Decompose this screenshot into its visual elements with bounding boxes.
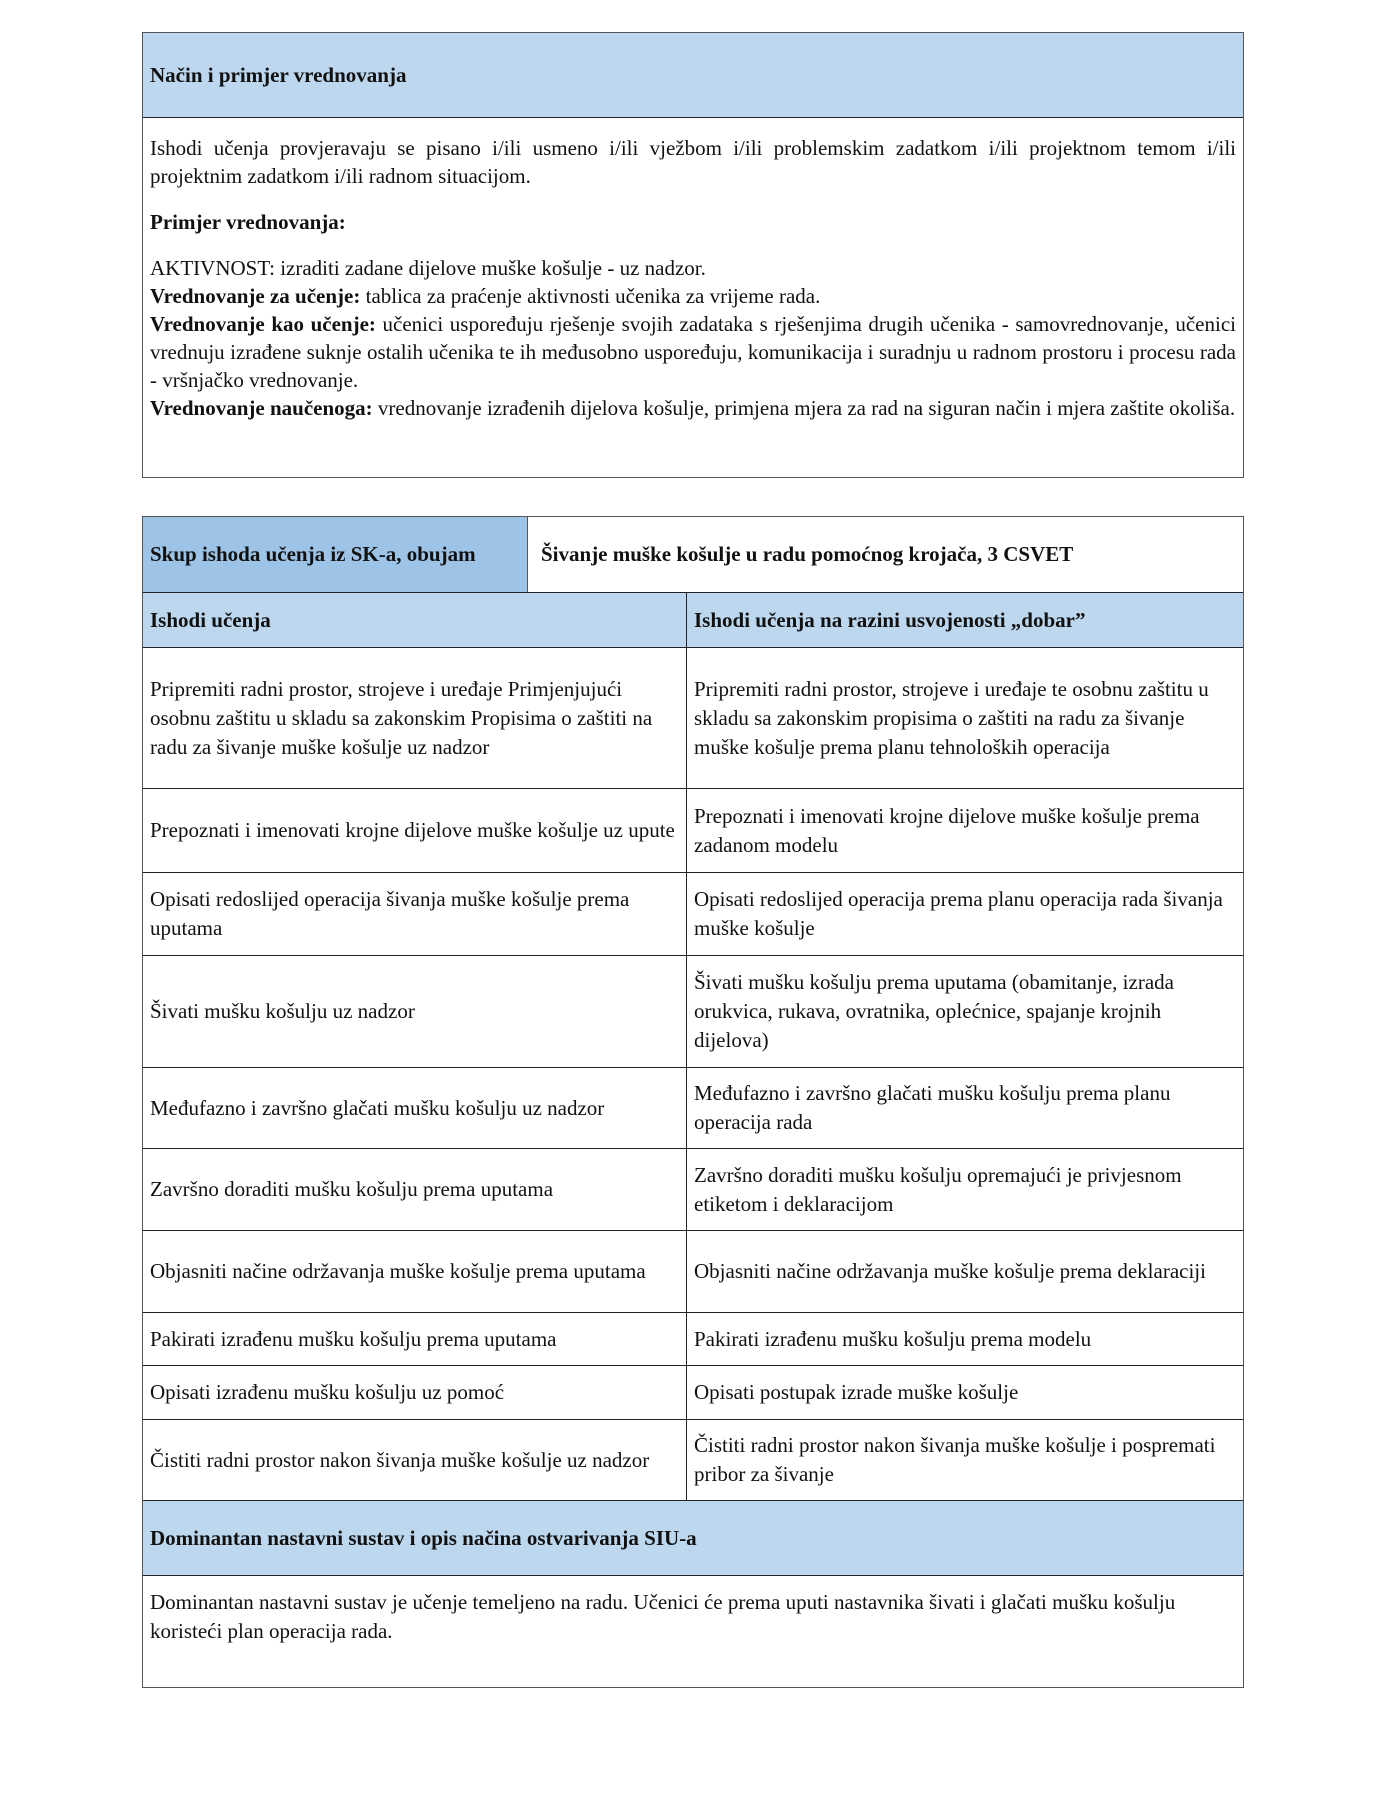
column-header-outcomes: Ishodi učenja: [143, 593, 687, 647]
evaluation-item-label: Vrednovanje za učenje:: [150, 284, 361, 308]
outcome-good-cell: Međufazno i završno glačati mušku košulju prema planu operacija rada: [694, 1081, 1171, 1134]
outcomes-set-row: [143, 517, 1243, 593]
table-row: [143, 1231, 1243, 1313]
outcome-cell: Pripremiti radni prostor, strojeve i uređaje Primjenjujući osobnu zaštitu u skladu sa zakonskim Propisima o zaštiti na radu za šivanje muške košulje uz nadzor: [143, 648, 687, 788]
outcomes-header-row: [143, 593, 1243, 648]
table-row: [143, 1420, 1243, 1501]
table-row: [143, 1068, 1243, 1149]
table-row: [143, 648, 1243, 789]
column-header-outcomes-good: Ishodi učenja na razini usvojenosti „dobar”: [687, 593, 1243, 647]
table-row: [143, 956, 1243, 1068]
teaching-system-header-row: [143, 1501, 1243, 1576]
evaluation-item: [150, 282, 1236, 310]
evaluation-item-label: Vrednovanje naučenoga:: [150, 396, 373, 420]
evaluation-body: [143, 118, 1243, 422]
evaluation-item: [150, 310, 1236, 394]
outcome-cell: Čistiti radni prostor nakon šivanja muške košulje uz nadzor: [143, 1420, 687, 1500]
table-row: [143, 873, 1243, 956]
outcome-cell: Opisati redoslijed operacija šivanja muške košulje prema uputama: [143, 873, 687, 955]
outcome-good-cell: Pripremiti radni prostor, strojeve i uređaje te osobnu zaštitu u skladu sa zakonskim propisima o zaštiti na radu za šivanje muške košulje prema planu tehnoloških operacija: [694, 676, 1209, 759]
table-row: [143, 789, 1243, 873]
outcome-cell: Objasniti načine održavanja muške košulje prema uputama: [143, 1231, 687, 1312]
table-row: [143, 1149, 1243, 1231]
evaluation-item-text: učenici uspoređuju rješenje svojih zadataka s rješenjima drugih učenika - samovrednovanje, učenici vrednuju izrađene suknje ostalih učenika te ih međusobno uspoređuju, komunikacija i suradnju u radnom prostoru i procesu rada - vršnjačko vrednovanje.: [150, 312, 1236, 392]
teaching-system-text: Dominantan nastavni sustav je učenje temeljeno na radu. Učenici će prema uputi nastavnika šivati i glačati mušku košulju koristeći plan operacija rada.: [150, 1590, 1176, 1643]
teaching-system-body-row: [143, 1576, 1243, 1646]
evaluation-title-row: [143, 33, 1243, 118]
outcome-good-cell: Čistiti radni prostor nakon šivanja muške košulje i pospremati pribor za šivanje: [694, 1433, 1216, 1486]
outcome-cell: Međufazno i završno glačati mušku košulju uz nadzor: [143, 1068, 687, 1148]
outcome-cell: Opisati izrađenu mušku košulju uz pomoć: [143, 1366, 687, 1419]
example-heading: Primjer vrednovanja:: [150, 210, 346, 234]
evaluation-item-text: tablica za praćenje aktivnosti učenika za vrijeme rada.: [360, 284, 821, 308]
outcomes-set-label: Skup ishoda učenja iz SK-a, obujam: [143, 517, 528, 592]
outcome-good-cell: Opisati redoslijed operacija prema planu operacija rada šivanja muške košulje: [694, 887, 1223, 940]
outcome-good-cell: Šivati mušku košulju prema uputama (obamitanje, izrada orukvica, rukava, ovratnika, oplećnice, spajanje krojnih dijelova): [694, 970, 1174, 1052]
outcome-good-cell: Završno doraditi mušku košulju opremajući je privjesnom etiketom i deklaracijom: [694, 1162, 1182, 1216]
table-row: [143, 1313, 1243, 1366]
teaching-system-title: Dominantan nastavni sustav i opis načina ostvarivanja SIU-a: [143, 1501, 1243, 1575]
outcomes-set-value: Šivanje muške košulje u radu pomoćnog krojača, 3 CSVET: [541, 542, 1074, 566]
outcomes-table: [142, 516, 1244, 1688]
outcome-cell: Pakirati izrađenu mušku košulju prema uputama: [143, 1313, 687, 1365]
evaluation-title: Način i primjer vrednovanja: [143, 33, 1243, 117]
outcome-cell: Prepoznati i imenovati krojne dijelove muške košulje uz upute: [143, 789, 687, 872]
outcome-cell: Šivati mušku košulju uz nadzor: [143, 956, 687, 1067]
outcome-good-cell: Objasniti načine održavanja muške košulje prema deklaraciji: [694, 1259, 1206, 1283]
activity-text: AKTIVNOST: izraditi zadane dijelove muške košulje - uz nadzor.: [150, 256, 706, 280]
table-row: [143, 1366, 1243, 1420]
evaluation-item: [150, 394, 1236, 422]
outcome-good-cell: Opisati postupak izrade muške košulje: [694, 1380, 1019, 1404]
outcome-good-cell: Pakirati izrađenu mušku košulju prema modelu: [694, 1326, 1092, 1351]
evaluation-intro: Ishodi učenja provjeravaju se pisano i/ili usmeno i/ili vježbom i/ili problemskim zadatkom i/ili projektnom temom i/ili projektnim zadatkom i/ili radnom situacijom.: [150, 136, 1236, 188]
evaluation-table: [142, 32, 1244, 478]
evaluation-item-label: Vrednovanje kao učenje:: [150, 312, 376, 336]
evaluation-item-text: vrednovanje izrađenih dijelova košulje, primjena mjera za rad na siguran način i mjera zaštite okoliša.: [372, 396, 1236, 420]
outcome-good-cell: Prepoznati i imenovati krojne dijelove muške košulje prema zadanom modelu: [694, 803, 1200, 857]
outcome-cell: Završno doraditi mušku košulju prema uputama: [143, 1149, 687, 1230]
